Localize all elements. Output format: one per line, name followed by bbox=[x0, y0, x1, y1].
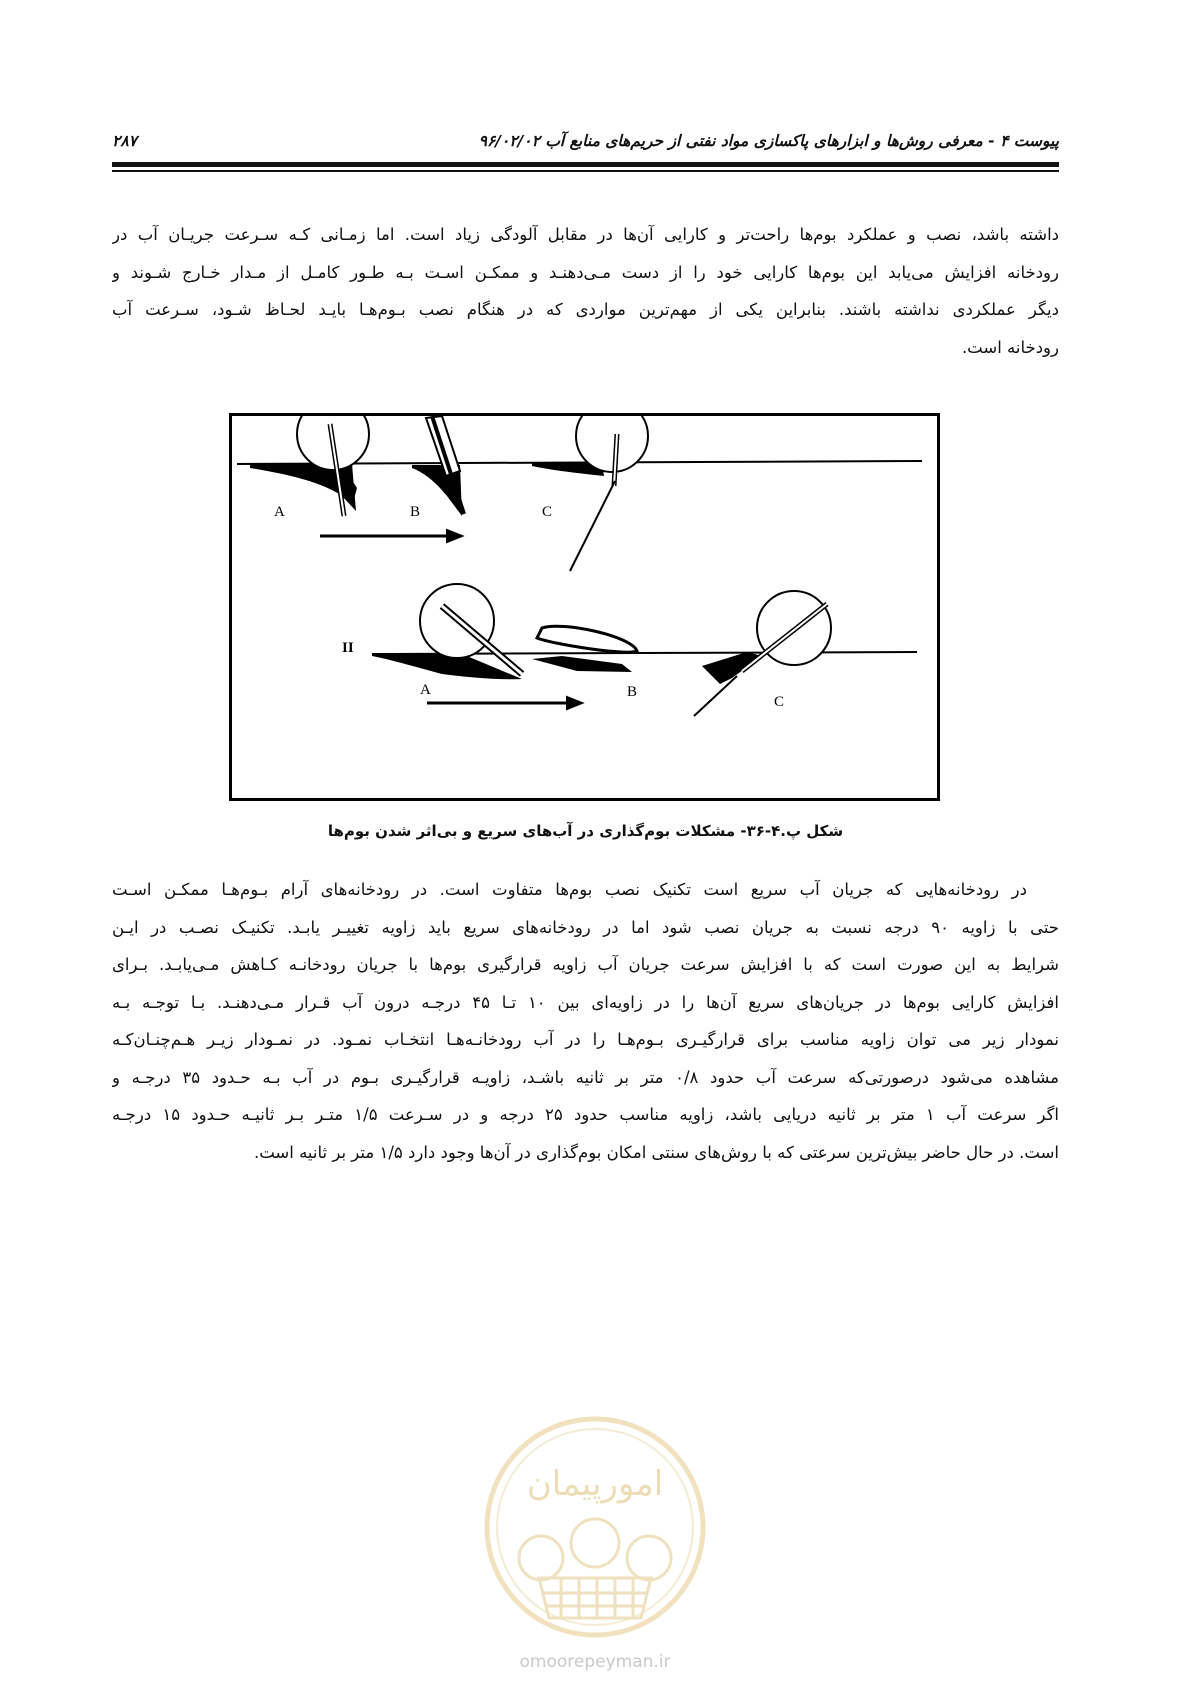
paragraph-line: افزایش کارایی بوم‌ها در جریان‌های سریع آن‌ها را در زاویه‌ای بین ۱۰ تـا ۴۵ درجـه درون آب قـرار مـی‌دهنـد. بـا توجـه بـه bbox=[112, 992, 1059, 1012]
header-title: پیوست ۴ - معرفی روش‌ها و ابزارهای پاکسازی مواد نفتی از حریم‌های منابع آب ۹۶/۰۲/۰۲ bbox=[478, 132, 1059, 150]
label-top-a: A bbox=[274, 504, 285, 520]
label-top-c: C bbox=[542, 504, 553, 520]
paragraph-line: در رودخانه‌هایی که جریان آب سریع است تکنیک نصب بوم‌ها متفاوت است. در رودخانه‌های آرام بـوم‌هـا ممکـن اسـت bbox=[112, 880, 1027, 899]
paragraph-line: است. در حال حاضر بیش‌ترین سرعتی که با روش‌های سنتی امکان بوم‌گذاری در آن‌ها وجود دارد ۱/۵ متر بر ثانیه است. bbox=[253, 1142, 1059, 1162]
watermark-logo bbox=[481, 1413, 709, 1641]
paragraph-line: مشاهده می‌شود درصورتی‌که سرعت آب حدود ۰/۸ متر بر ثانیه باشـد، زاویـه قرارگیـری بـوم در آب بـه حـدود ۳۵ درجـه و bbox=[112, 1067, 1059, 1087]
boom-diagram bbox=[232, 416, 937, 798]
paragraph-line: داشته باشد، نصب و عملکرد بوم‌ها راحت‌تر و کارایی آن‌ها در مقابل آلودگی زیاد است. اما زمـانی کـه سـرعت جریـان آب در bbox=[112, 225, 1059, 244]
page-header bbox=[112, 128, 1059, 158]
paragraph-line: اگر سرعت آب ۱ متر بر ثانیه دریایی باشد، زاویه مناسب حدود ۲۵ درجه و در سـرعت ۱/۵ متـر بـر ثانیـه حـدود ۱۵ درجـه bbox=[112, 1105, 1059, 1124]
paragraph-line: حتی با زاویه ۹۰ درجه نسبت به جریان نصب شود اما در رودخانه‌های سریع باید زاویه تغییـر یابـد. تکنیـک نصـب در ایـن bbox=[112, 917, 1059, 937]
watermark-url: omoorepeyman.ir bbox=[519, 1652, 671, 1672]
paragraph-line: شرایط به این صورت است که با افزایش سرعت جریان آب زاویه قرارگیری بوم‌ها با جریان رودخانـه کـاهش مـی‌یابـد. بـرای bbox=[112, 955, 1059, 974]
figure-boom-problems bbox=[229, 413, 940, 801]
label-bottom-a: A bbox=[420, 682, 431, 698]
paragraph-1 bbox=[112, 216, 1059, 366]
label-roman-ii: II bbox=[342, 640, 354, 656]
paragraph-line: دیگر عملکردی نداشته باشند. بنابراین یکی از مهم‌ترین مواردی که در هنگام نصب بـوم‌هـا بایـد لحـاظ شـود، سـرعت آب bbox=[112, 300, 1059, 319]
page-number: ۲۸۷ bbox=[112, 132, 137, 150]
paragraph-2 bbox=[112, 871, 1059, 1171]
paragraph-line: رودخانه افزایش می‌یابد این بوم‌ها کارایی خود را از دست مـی‌دهنـد و ممکـن اسـت بـه طـور کامـل از مـدار خـارج شـوند و bbox=[112, 262, 1059, 282]
label-top-b: B bbox=[410, 504, 421, 520]
header-rule-thin bbox=[112, 170, 1059, 172]
watermark-logo-text: امورپیمان bbox=[526, 1464, 664, 1504]
paragraph-line: نمودار زیر می توان زاویه مناسب برای قرارگیـری بـوم‌هـا را در آب رودخانـه‌هـا انتخـاب نمـود. در نمـودار زیـر هـم‌چنـان‌کـه bbox=[112, 1030, 1059, 1049]
figure-caption: شکل پ.۴-۳۶- مشکلات بوم‌گذاری در آب‌های سریع و بی‌اثر شدن بوم‌ها bbox=[327, 822, 844, 840]
label-bottom-b: B bbox=[627, 684, 638, 700]
label-bottom-c: C bbox=[774, 694, 785, 710]
paragraph-line: رودخانه است. bbox=[961, 337, 1059, 357]
header-rule-thick bbox=[112, 162, 1059, 167]
